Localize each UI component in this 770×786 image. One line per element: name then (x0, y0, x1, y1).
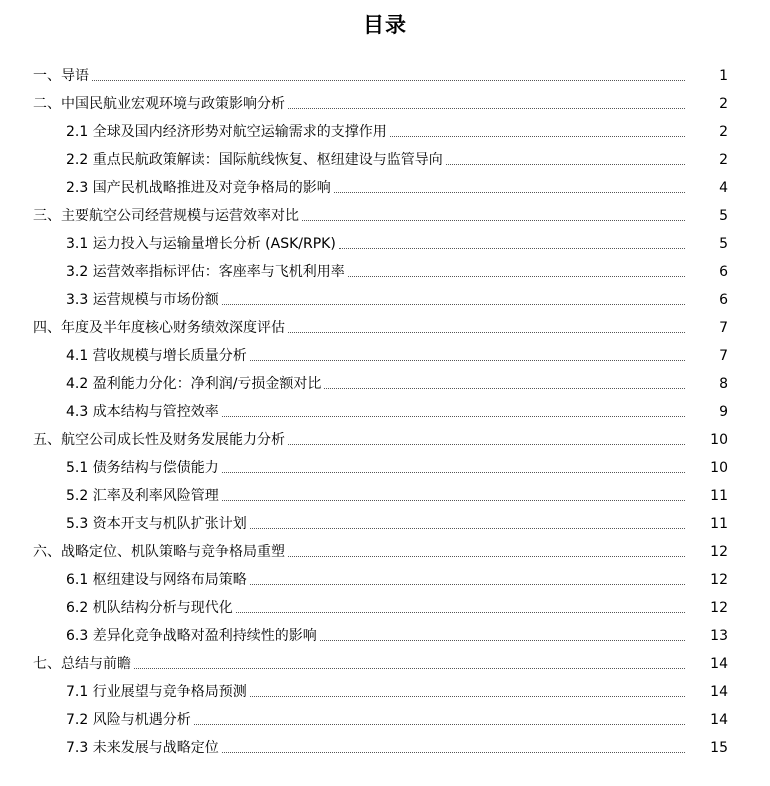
toc-entry[interactable] (0, 675, 770, 703)
toc-entry[interactable] (0, 535, 770, 563)
toc-page-number: 7 (719, 320, 728, 336)
toc-dot-leader (320, 640, 685, 641)
toc-entry-text: 一、导语 (33, 68, 89, 84)
toc-page-number: 14 (710, 712, 728, 728)
toc-page-number: 4 (719, 180, 728, 196)
toc-dot-leader (334, 192, 685, 193)
toc-page-number: 5 (719, 236, 728, 252)
toc-entry[interactable] (0, 339, 770, 367)
toc-page-number: 6 (719, 292, 728, 308)
toc-entry[interactable] (0, 87, 770, 115)
toc-entry[interactable] (0, 647, 770, 675)
toc-entry[interactable] (0, 171, 770, 199)
toc-page-number: 5 (719, 208, 728, 224)
toc-entry[interactable] (0, 227, 770, 255)
toc-dot-leader (250, 528, 685, 529)
toc-entry-text: 二、中国民航业宏观环境与政策影响分析 (33, 96, 285, 112)
toc-entry-text: 4.3 成本结构与管控效率 (66, 404, 219, 420)
toc-entry[interactable] (0, 199, 770, 227)
toc-entry-text: 2.2 重点民航政策解读：国际航线恢复、枢纽建设与监管导向 (66, 152, 443, 168)
toc-page-number: 1 (719, 68, 728, 84)
toc-page-number: 10 (710, 432, 728, 448)
toc-page-number: 15 (710, 740, 728, 756)
toc-page-number: 10 (710, 460, 728, 476)
toc-page-number: 14 (710, 656, 728, 672)
toc-entry[interactable] (0, 115, 770, 143)
toc-entry[interactable] (0, 367, 770, 395)
toc-dot-leader (324, 388, 685, 389)
toc-entry[interactable] (0, 311, 770, 339)
toc-entry[interactable] (0, 479, 770, 507)
toc-entry-text: 6.3 差异化竞争战略对盈利持续性的影响 (66, 628, 317, 644)
toc-page-number: 12 (710, 544, 728, 560)
toc-dot-leader (222, 472, 685, 473)
toc-entry[interactable] (0, 423, 770, 451)
toc-entry-text: 7.2 风险与机遇分析 (66, 712, 191, 728)
toc-entry[interactable] (0, 619, 770, 647)
toc-entry[interactable] (0, 255, 770, 283)
toc-page-number: 12 (710, 600, 728, 616)
toc-dot-leader (288, 108, 685, 109)
toc-entry-text: 2.3 国产民机战略推进及对竞争格局的影响 (66, 180, 331, 196)
toc-dot-leader (288, 556, 685, 557)
toc-dot-leader (194, 724, 685, 725)
toc-dot-leader (288, 332, 685, 333)
toc-page-number: 14 (710, 684, 728, 700)
toc-dot-leader (222, 752, 685, 753)
toc-entry-text: 4.2 盈利能力分化：净利润/亏损金额对比 (66, 376, 322, 392)
toc-page-number: 2 (719, 152, 728, 168)
toc-dot-leader (390, 136, 685, 137)
toc-dot-leader (134, 668, 685, 669)
toc-page-number: 6 (719, 264, 728, 280)
toc-dot-leader (222, 500, 685, 501)
toc-entry[interactable] (0, 395, 770, 423)
toc-dot-leader (348, 276, 685, 277)
toc-entry[interactable] (0, 143, 770, 171)
toc-page-number: 2 (719, 96, 728, 112)
toc-entry-text: 6.1 枢纽建设与网络布局策略 (66, 572, 247, 588)
toc-entry-text: 3.2 运营效率指标评估：客座率与飞机利用率 (66, 264, 345, 280)
toc-entry-text: 2.1 全球及国内经济形势对航空运输需求的支撑作用 (66, 124, 387, 140)
toc-entry-text: 三、主要航空公司经营规模与运营效率对比 (33, 208, 299, 224)
toc-entry[interactable] (0, 703, 770, 731)
toc-entry-text: 5.2 汇率及利率风险管理 (66, 488, 219, 504)
toc-entry-text: 7.1 行业展望与竞争格局预测 (66, 684, 247, 700)
toc-entry-text: 5.3 资本开支与机队扩张计划 (66, 516, 247, 532)
toc-dot-leader (236, 612, 685, 613)
toc-entry[interactable] (0, 283, 770, 311)
toc-dot-leader (288, 444, 685, 445)
toc-dot-leader (250, 584, 685, 585)
toc-entry[interactable] (0, 451, 770, 479)
toc-entry-text: 六、战略定位、机队策略与竞争格局重塑 (33, 544, 285, 560)
toc-entry-text: 4.1 营收规模与增长质量分析 (66, 348, 247, 364)
toc-list (0, 59, 770, 759)
toc-dot-leader (222, 304, 685, 305)
toc-page-number: 12 (710, 572, 728, 588)
toc-dot-leader (446, 164, 685, 165)
toc-dot-leader (250, 696, 685, 697)
toc-dot-leader (222, 416, 685, 417)
toc-entry-text: 四、年度及半年度核心财务绩效深度评估 (33, 320, 285, 336)
toc-page-number: 9 (719, 404, 728, 420)
toc-entry-text: 五、航空公司成长性及财务发展能力分析 (33, 432, 285, 448)
toc-entry-text: 5.1 债务结构与偿债能力 (66, 460, 219, 476)
toc-dot-leader (92, 80, 685, 81)
toc-title: 目录 (363, 13, 407, 37)
toc-entry-text: 3.1 运力投入与运输量增长分析 (ASK/RPK) (66, 236, 336, 252)
toc-entry-text: 6.2 机队结构分析与现代化 (66, 600, 233, 616)
toc-page-number: 8 (719, 376, 728, 392)
toc-page-number: 7 (719, 348, 728, 364)
toc-dot-leader (339, 248, 685, 249)
toc-entry-text: 3.3 运营规模与市场份额 (66, 292, 219, 308)
toc-page-number: 2 (719, 124, 728, 140)
toc-page-number: 11 (710, 488, 728, 504)
toc-entry-text: 七、总结与前瞻 (33, 656, 131, 672)
toc-page-number: 11 (710, 516, 728, 532)
toc-entry[interactable] (0, 591, 770, 619)
toc-entry[interactable] (0, 563, 770, 591)
toc-entry[interactable] (0, 731, 770, 759)
toc-entry[interactable] (0, 507, 770, 535)
toc-dot-leader (302, 220, 685, 221)
toc-page-number: 13 (710, 628, 728, 644)
toc-dot-leader (250, 360, 685, 361)
toc-entry-text: 7.3 未来发展与战略定位 (66, 740, 219, 756)
toc-entry[interactable] (0, 59, 770, 87)
